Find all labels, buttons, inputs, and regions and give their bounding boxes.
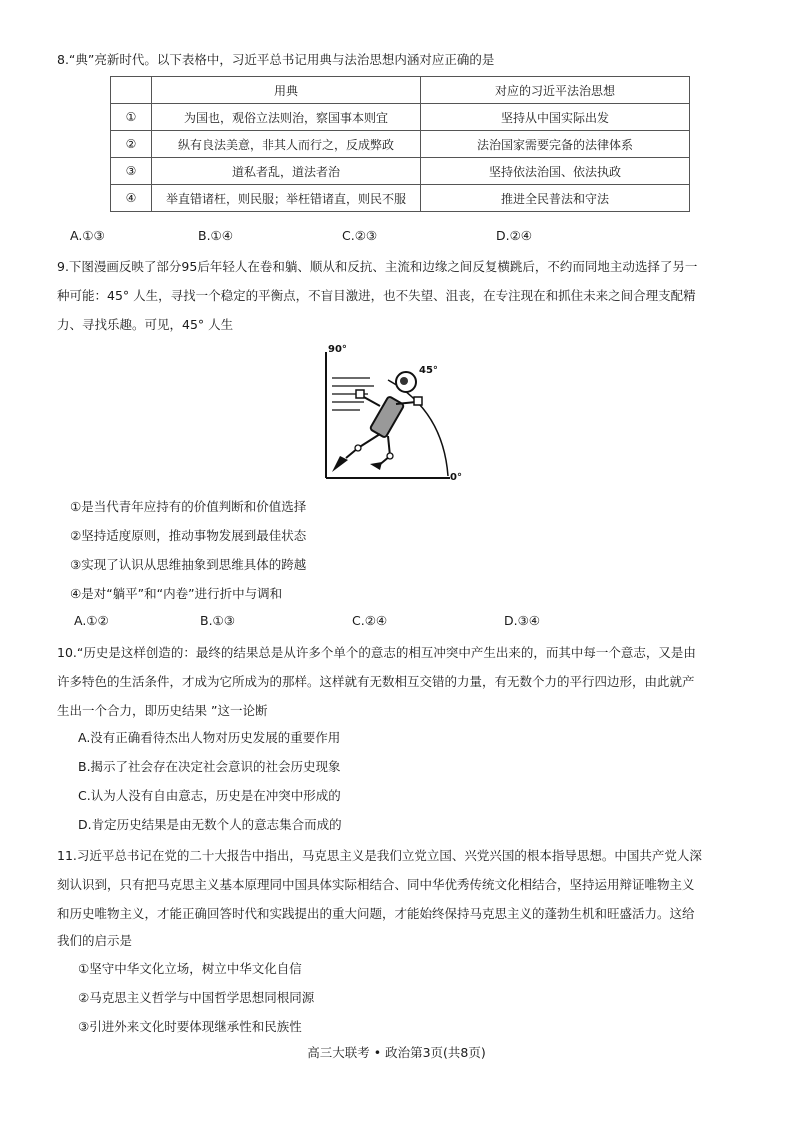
table-header: 用典 [152, 77, 421, 104]
table-header [111, 77, 152, 104]
option-d[interactable]: D.②④ [496, 228, 533, 243]
table-cell: 坚持依法治国、依法执政 [421, 158, 690, 185]
table-header: 对应的习近平法治思想 [421, 77, 690, 104]
q9-item: ②坚持适度原则，推动事物发展到最佳状态 [70, 528, 307, 543]
q11-item: ①坚守中华文化立场，树立中华文化自信 [78, 961, 302, 976]
q9-item: ①是当代青年应持有的价值判断和价值选择 [70, 499, 307, 514]
q8-stem: 8.“典”亮新时代。以下表格中，习近平总书记用典与法治思想内涵对应正确的是 [57, 52, 495, 67]
q10-stem-line: 许多特色的生活条件，才成为它所成为的那样。这样就有无数相互交错的力量，有无数个力的平行四边形，由此就产 [57, 674, 695, 689]
cartoon-figure [318, 340, 468, 485]
option-a[interactable]: A.①② [74, 613, 109, 628]
table-cell: ③ [111, 158, 152, 185]
table-row [111, 104, 690, 131]
option-d[interactable]: D.肯定历史结果是由无数个人的意志集合而成的 [78, 817, 342, 832]
option-b[interactable]: B.①④ [198, 228, 233, 243]
q9-stem-line: 9.下图漫画反映了部分95后年轻人在卷和躺、顺从和反抗、主流和边缘之间反复横跳后，不约而同地主动选择了另一 [57, 259, 698, 274]
q10-stem-line: 生出一个合力，即历史结果 ”这一论断 [57, 703, 268, 718]
table-cell: ① [111, 104, 152, 131]
q11-item: ②马克思主义哲学与中国哲学思想同根同源 [78, 990, 315, 1005]
q11-stem-line: 刻认识到，只有把马克思主义基本原理同中国具体实际相结合、同中华优秀传统文化相结合，坚持运用辩证唯物主义 [57, 877, 695, 892]
q11-item: ③引进外来文化时要体现继承性和民族性 [78, 1019, 302, 1034]
option-d[interactable]: D.③④ [504, 613, 541, 628]
table-cell: 举直错诸枉，则民服；举枉错诸直，则民不服 [152, 185, 421, 212]
q9-item: ④是对“躺平”和“内卷”进行折中与调和 [70, 586, 283, 601]
table-cell: 道私者乱，道法者治 [152, 158, 421, 185]
cartoon-45-degree-life [318, 340, 468, 485]
table-cell: 为国也，观俗立法则治，察国事本则宜 [152, 104, 421, 131]
table-header-row [111, 77, 690, 104]
q11-stem-line: 和历史唯物主义，才能正确回答时代和实践提出的重大问题，才能始终保持马克思主义的蓬勃生机和旺盛活力。这给 [57, 906, 695, 921]
table-cell: ② [111, 131, 152, 158]
q10-stem-line: 10.“历史是这样创造的：最终的结果总是从许多个单个的意志的相互冲突中产生出来的，而其中每一个意志，又是由 [57, 645, 696, 660]
q11-stem-line: 11.习近平总书记在党的二十大报告中指出，马克思主义是我们立党立国、兴党兴国的根本指导思想。中国共产党人深 [57, 848, 702, 863]
option-c[interactable]: C.②③ [342, 228, 378, 243]
option-a[interactable]: A.没有正确看待杰出人物对历史发展的重要作用 [78, 730, 341, 745]
option-b[interactable]: B.揭示了社会存在决定社会意识的社会历史现象 [78, 759, 341, 774]
option-c[interactable]: C.②④ [352, 613, 388, 628]
table-cell: 法治国家需要完备的法律体系 [421, 131, 690, 158]
table-cell: 坚持从中国实际出发 [421, 104, 690, 131]
label-90: 90° [328, 344, 347, 355]
option-a[interactable]: A.①③ [70, 228, 105, 243]
table-cell: 推进全民普法和守法 [421, 185, 690, 212]
option-c[interactable]: C.认为人没有自由意志，历史是在冲突中形成的 [78, 788, 341, 803]
table-cell: ④ [111, 185, 152, 212]
label-45: 45° [419, 365, 438, 376]
q9-stem-line: 力、寻找乐趣。可见，45° 人生 [57, 317, 234, 332]
table-row [111, 131, 690, 158]
table-row [111, 158, 690, 185]
q9-stem-line: 种可能：45° 人生，寻找一个稳定的平衡点，不盲目激进，也不失望、沮丧，在专注现在和抓住未来之间合理支配精 [57, 288, 696, 303]
q11-stem-line: 我们的启示是 [57, 933, 133, 948]
label-0: 0° [450, 472, 462, 483]
q8-table [110, 76, 690, 212]
option-b[interactable]: B.①③ [200, 613, 235, 628]
page-footer: 高三大联考 • 政治第3页(共8页) [307, 1045, 486, 1060]
q9-item: ③实现了认识从思维抽象到思维具体的跨越 [70, 557, 307, 572]
table-row [111, 185, 690, 212]
table-cell: 纵有良法美意，非其人而行之，反成弊政 [152, 131, 421, 158]
